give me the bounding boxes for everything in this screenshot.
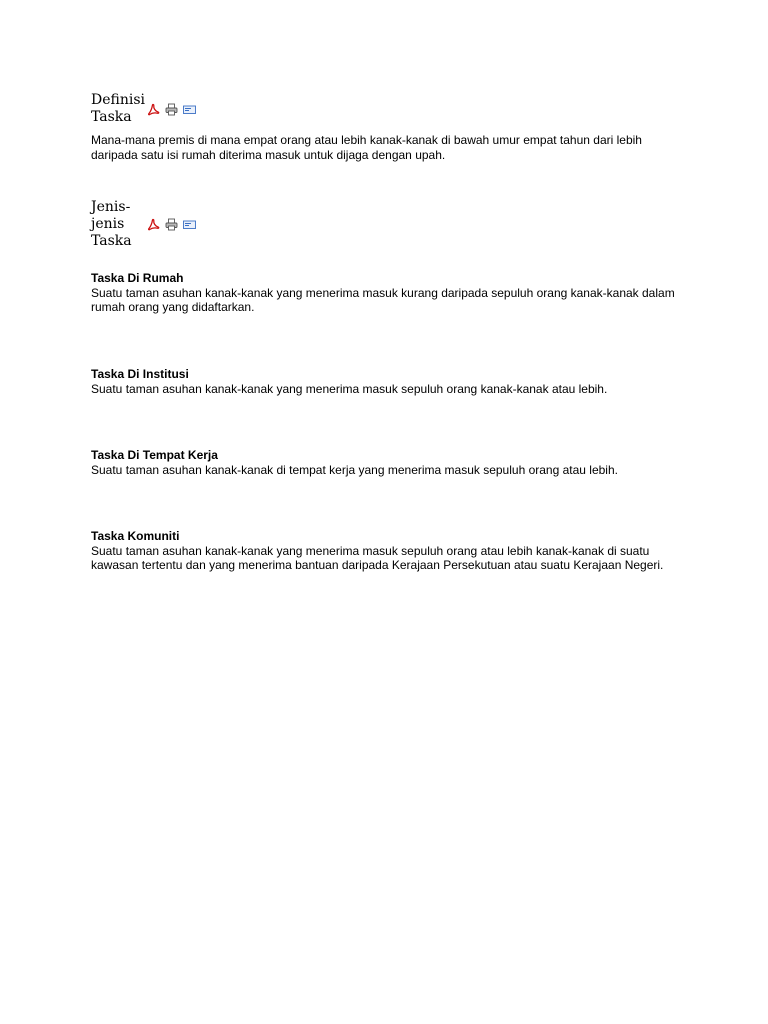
type-item-institusi	[91, 367, 681, 396]
pdf-icon[interactable]	[147, 218, 160, 231]
pdf-icon[interactable]	[147, 103, 160, 116]
section-header-definisi	[91, 92, 196, 126]
type-item-tempat-kerja	[91, 448, 681, 477]
action-icons	[147, 103, 196, 116]
type-description: Suatu taman asuhan kanak-kanak yang menerima masuk sepuluh orang atau lebih kanak-kanak di suatu kawasan tertentu dan yang menerima bantuan daripada Kerajaan Persekutuan atau suatu Kerajaan Negeri.	[91, 543, 664, 572]
section-title: Definisi Taska	[91, 92, 146, 125]
definition-text: Mana-mana premis di mana empat orang atau lebih kanak-kanak di bawah umur empat tahun dari lebih daripada satu isi rumah diterima masuk untuk dijaga dengan upah.	[91, 133, 642, 162]
print-icon[interactable]	[165, 103, 178, 116]
type-description: Suatu taman asuhan kanak-kanak yang menerima masuk kurang daripada sepuluh orang kanak-kanak dalam rumah orang yang didaftarkan.	[91, 285, 675, 314]
print-icon[interactable]	[165, 218, 178, 231]
type-description: Suatu taman asuhan kanak-kanak yang menerima masuk sepuluh orang kanak-kanak atau lebih.	[91, 381, 608, 396]
email-icon[interactable]	[183, 218, 196, 231]
type-heading: Taska Di Tempat Kerja	[91, 448, 218, 462]
action-icons	[147, 218, 196, 231]
type-description: Suatu taman asuhan kanak-kanak di tempat kerja yang menerima masuk sepuluh orang atau lebih.	[91, 462, 618, 477]
section-header-jenis	[91, 199, 196, 250]
type-heading: Taska Komuniti	[91, 529, 180, 543]
type-heading: Taska Di Rumah	[91, 271, 184, 285]
email-icon[interactable]	[183, 103, 196, 116]
definition-paragraph	[91, 133, 681, 162]
type-item-rumah	[91, 271, 681, 315]
type-heading: Taska Di Institusi	[91, 367, 189, 381]
section-title: Jenis- jenis Taska	[91, 199, 132, 249]
type-item-komuniti	[91, 529, 681, 573]
